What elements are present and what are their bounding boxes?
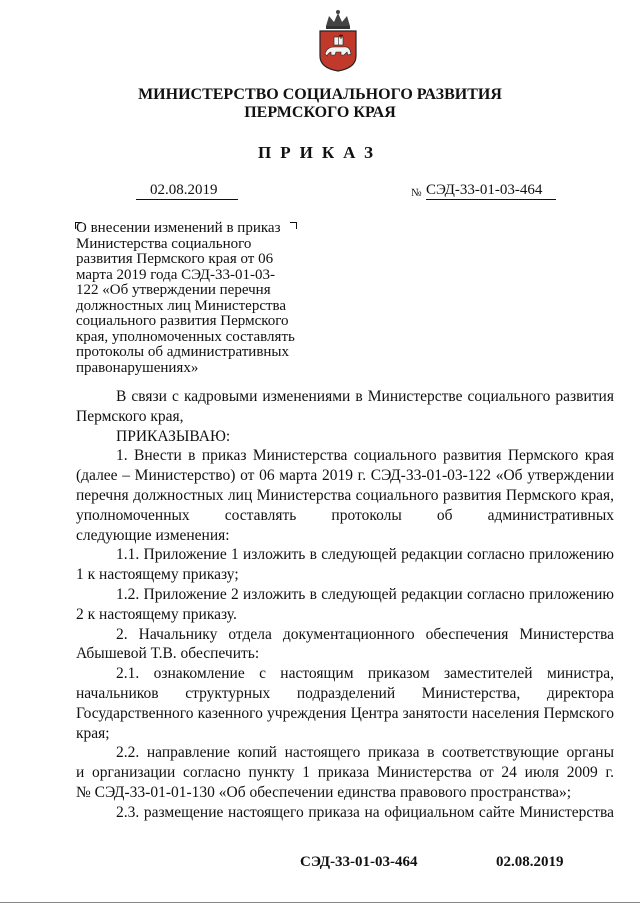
subject-line: развития Пермского края от 06 [76, 251, 274, 267]
body-line: В связи с кадровыми изменениями в Министерстве социального развития [116, 388, 614, 405]
ministry-name-line1: МИНИСТЕРСТВО СОЦИАЛЬНОГО РАЗВИТИЯ [138, 86, 502, 103]
ministry-name-line2: ПЕРМСКОГО КРАЯ [244, 104, 396, 121]
footer-order-date: 02.08.2019 [496, 854, 564, 870]
body-line: начальников структурных подразделений Министерства, директора [76, 684, 614, 702]
subject-line: протоколы об административных [76, 344, 290, 360]
body-line: и организации согласно пункту 1 приказа Министерства от 24 июля 2009 г. [76, 764, 614, 782]
body-line: Государственного казенного учреждения Центра занятости населения Пермского [76, 704, 614, 722]
page-bottom-rule [0, 902, 640, 903]
subject-line: О внесении изменений в приказ [76, 220, 281, 236]
footer-order-number: СЭД-33-01-03-464 [300, 854, 418, 870]
subject-line: правонарушениях» [76, 359, 199, 376]
body-line: 1.1. Приложение 1 изложить в следующей редакции согласно приложению [116, 546, 614, 564]
body-line: № СЭД-33-01-01-130 «Об обеспечении единства правового пространства»; [76, 783, 572, 801]
order-subject [76, 221, 308, 376]
body-line: 1 к настоящему приказу; [76, 566, 239, 584]
body-line: перечня должностных лиц Министерства социального развития Пермского края, [76, 486, 614, 504]
body-line: 2.3. размещение настоящего приказа на официальном сайте Министерства [116, 803, 614, 821]
body-line: края; [76, 724, 110, 742]
body-line: (далее – Министерство) от 06 марта 2019 г. СЭД-33-01-03-122 «Об утверждении [76, 467, 614, 485]
subject-line: социального развития Пермского [76, 313, 289, 329]
body-line: 2.2. направление копий настоящего приказа в соответствующие органы [116, 744, 614, 762]
subject-line: края, уполномоченных составлять [76, 328, 295, 345]
coat-of-arms-icon [317, 8, 359, 72]
date-underline [136, 199, 238, 200]
number-underline [426, 199, 556, 200]
body-line: следующие изменения: [76, 526, 230, 544]
order-body [76, 387, 614, 823]
body-line: 2 к настоящему приказу. [76, 605, 237, 623]
body-line: ПРИКАЗЫВАЮ: [116, 427, 231, 445]
body-line: 2.1. ознакомление с настоящим приказом заместителей министра, [116, 665, 614, 683]
body-line: 2. Начальнику отдела документационного обеспечения Министерства [116, 625, 614, 643]
order-title: ПРИКАЗ [258, 143, 382, 162]
subject-line: должностных лиц Министерства [76, 297, 287, 314]
order-date: 02.08.2019 [150, 182, 218, 198]
body-line: Пермского края, [76, 407, 184, 425]
order-number: СЭД-33-01-03-464 [426, 182, 543, 198]
subject-line: 122 «Об утверждении перечня [76, 282, 271, 298]
subject-line: Министерства социального [76, 235, 252, 252]
body-line: 1.2. Приложение 2 изложить в следующей редакции согласно приложению [116, 585, 614, 603]
body-line: уполномоченных составлять протоколы об административных [76, 506, 614, 524]
number-sign: № [411, 187, 422, 199]
subject-line: марта 2019 года СЭД-33-01-03- [76, 266, 275, 283]
body-line: Абышевой Т.В. обеспечить: [76, 645, 260, 663]
body-line: 1. Внести в приказ Министерства социального развития Пермского края [116, 447, 614, 465]
